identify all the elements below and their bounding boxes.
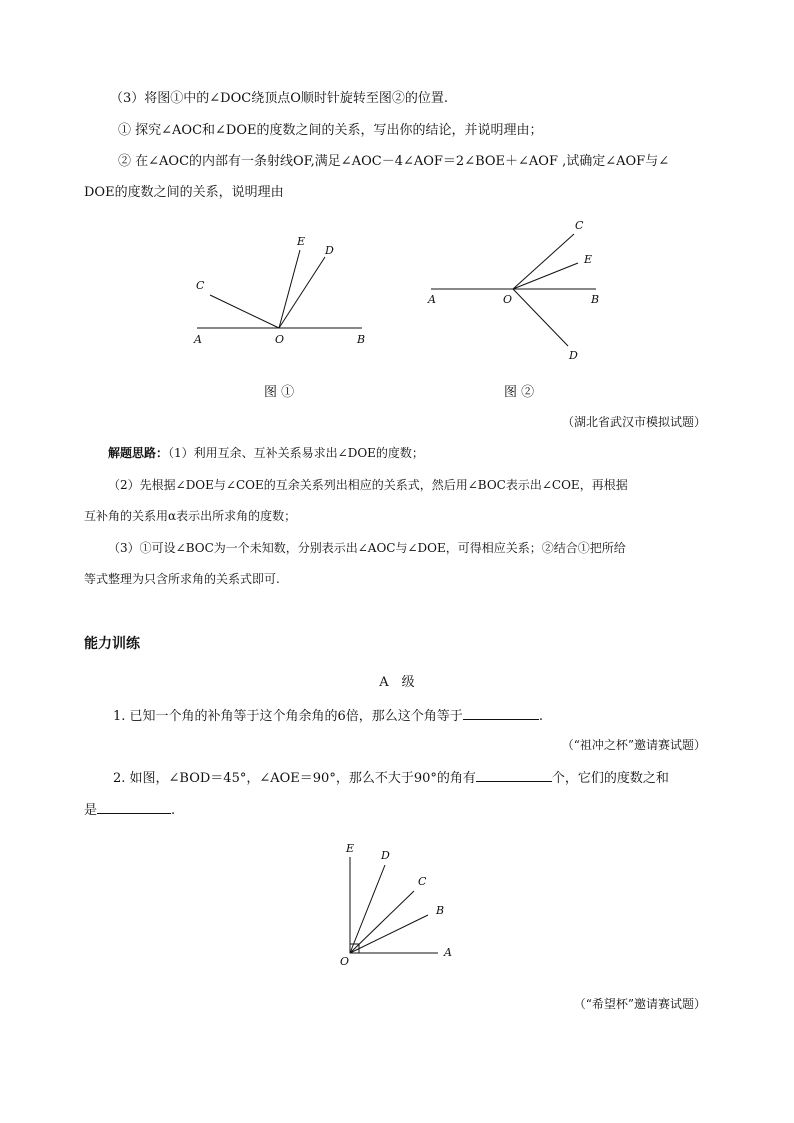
- q2-text-c: 是: [84, 803, 98, 818]
- fig1-label-o: O: [275, 333, 285, 346]
- hint-line1: [108, 444, 424, 462]
- question-1: [113, 705, 543, 726]
- fig3-label-o: O: [340, 955, 350, 968]
- fig1-ray-oc: [210, 295, 279, 328]
- q2-text-a: 2. 如图，∠BOD＝45°，∠AOE＝90°，那么不大于90°的角有: [113, 771, 476, 786]
- hint-line3a: （3）①可设∠BOC为一个未知数，分别表示出∠AOC与∠DOE，可得相应关系；②结合①把所给: [108, 541, 626, 555]
- figure2-caption: 图 ②: [504, 385, 535, 400]
- fig1-label-e: E: [297, 235, 306, 248]
- level-heading: A 级: [379, 675, 415, 690]
- fig1-label-d: D: [325, 244, 334, 257]
- q2-text-b: 个，它们的度数之和: [551, 771, 669, 786]
- hint-title: 解题思路：: [108, 446, 169, 460]
- q1-text: 1. 已知一个角的补角等于这个角余角的6倍，那么这个角等于: [113, 709, 463, 724]
- fig2-ray-oe: [513, 263, 578, 289]
- source-hubei: （湖北省武汉市模拟试题）: [561, 415, 706, 429]
- hint-line2b: 互补角的关系用α表示出所求角的度数；: [84, 509, 297, 523]
- fig3-ray-oc: [350, 891, 414, 953]
- q2-source: （“希望杯”邀请赛试题）: [573, 997, 706, 1011]
- figure-3: [330, 835, 470, 975]
- problem3-part2-line1: ② 在∠AOC的内部有一条射线OF,满足∠AOC－4∠AOF＝2∠BOE＋∠AOF ,试确定∠AOF与∠: [118, 154, 670, 169]
- fig3-ray-od: [350, 865, 385, 953]
- problem3-intro: （3）将图①中的∠DOC绕顶点O顺时针旋转至图②的位置.: [110, 91, 448, 106]
- fig3-label-a: A: [444, 946, 452, 959]
- fig2-label-o: O: [503, 293, 513, 306]
- fig3-label-e: E: [346, 842, 355, 855]
- hint-line1-text: （1）利用互余、互补关系易求出∠DOE的度数；: [168, 446, 424, 460]
- fig3-ray-ob: [350, 915, 428, 953]
- fig2-label-c: C: [575, 219, 584, 232]
- question-2-line1: [113, 767, 669, 788]
- fig2-label-d: D: [569, 349, 578, 362]
- problem3-part1: ① 探究∠AOC和∠DOE的度数之间的关系，写出你的结论，并说明理由；: [118, 123, 543, 138]
- fig2-label-a: A: [428, 293, 436, 306]
- fig2-ray-oc: [513, 234, 574, 289]
- fig2-label-e: E: [584, 253, 593, 266]
- fig3-label-b: B: [436, 904, 445, 917]
- fig3-label-d: D: [381, 849, 390, 862]
- fig1-ray-od: [279, 257, 325, 328]
- q2-sum-blank[interactable]: [97, 799, 171, 814]
- question-2-line2: [84, 799, 175, 820]
- fig1-label-b: B: [357, 333, 366, 346]
- figure-2: [425, 215, 625, 365]
- q1-source: （“祖冲之杯”邀请赛试题）: [561, 738, 706, 752]
- q1-answer-blank[interactable]: [463, 705, 539, 720]
- q2-count-blank[interactable]: [476, 767, 552, 782]
- fig1-label-a: A: [194, 333, 202, 346]
- fig1-ray-oe: [279, 250, 300, 328]
- section-title: 能力训练: [84, 636, 140, 652]
- fig3-label-c: C: [418, 875, 427, 888]
- problem3-part2-line2: DOE的度数之间的关系，说明理由: [84, 185, 284, 200]
- fig1-label-c: C: [196, 279, 205, 292]
- fig2-ray-od: [513, 289, 568, 346]
- q2-end: .: [171, 803, 176, 818]
- q1-end: .: [538, 709, 543, 724]
- hint-line3b: 等式整理为只含所求角的关系式即可.: [84, 572, 280, 586]
- fig2-label-b: B: [591, 293, 600, 306]
- figure-1: [180, 225, 380, 365]
- figure1-caption: 图 ①: [264, 385, 295, 400]
- hint-line2a: （2）先根据∠DOE与∠COE的互余关系列出相应的关系式，然后用∠BOC表示出∠COE，再根据: [108, 478, 628, 492]
